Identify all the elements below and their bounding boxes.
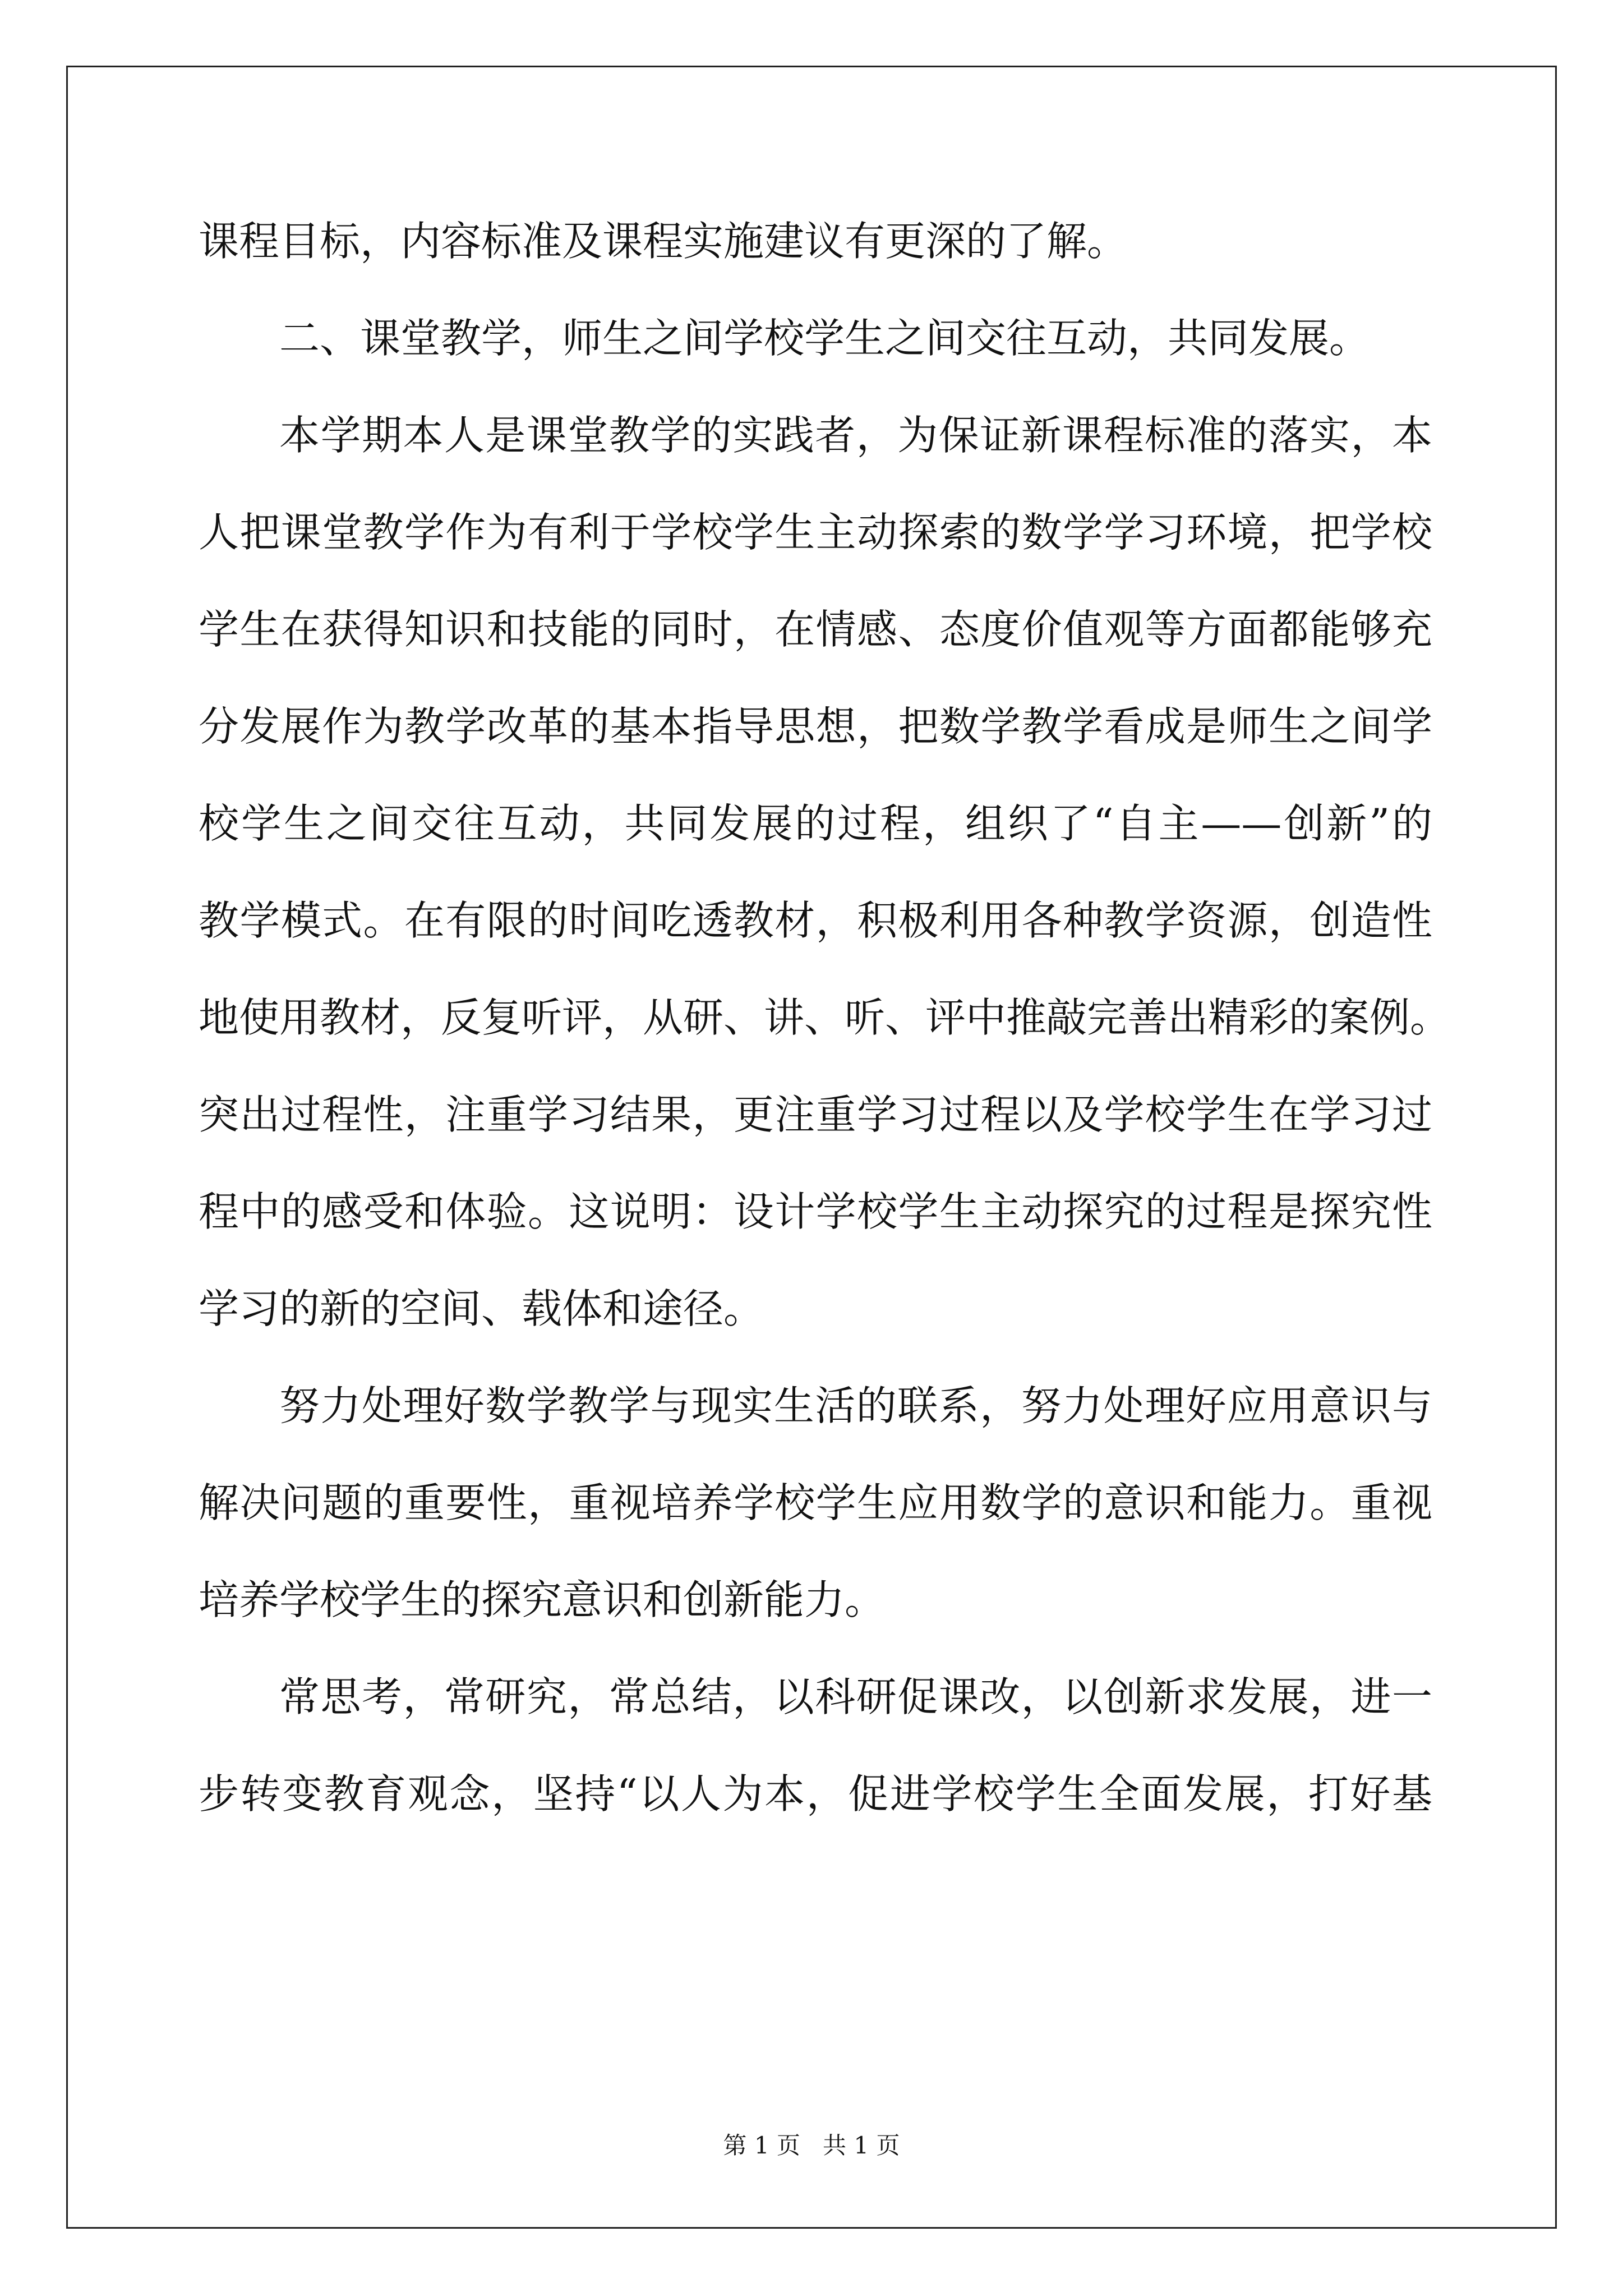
text-line: 步转变教育观念，坚持“以人为本，促进学校学生全面发展，打好基 [199, 1770, 1432, 1818]
text-line: 课程目标，内容标准及课程实施建议有更深的了解。 [199, 218, 1128, 265]
text-line: 突出过程性，注重学习结果，更注重学习过程以及学校学生在学习过 [199, 1091, 1432, 1138]
text-line: 程中的感受和体验。这说明：设计学校学生主动探究的过程是探究性 [199, 1188, 1432, 1235]
text-line: 二、课堂教学，师生之间学校学生之间交往互动，共同发展。 [279, 315, 1370, 362]
text-line: 努力处理好数学教学与现实生活的联系，努力处理好应用意识与 [279, 1382, 1432, 1429]
text-line: 教学模式。在有限的时间吃透教材，积极利用各种教学资源，创造性 [199, 897, 1432, 944]
text-line: 培养学校学生的探究意识和创新能力。 [199, 1576, 886, 1623]
paragraph [199, 407, 1451, 1378]
text-line: 解决问题的重要性，重视培养学校学生应用数学的意识和能力。重视 [199, 1479, 1432, 1526]
page-footer: 第 1 页 共 1 页 [723, 2132, 900, 2159]
text-line: 学生在获得知识和技能的同时，在情感、态度价值观等方面都能够充 [199, 606, 1432, 653]
text-line: 分发展作为教学改革的基本指导思想，把数学教学看成是师生之间学 [199, 703, 1432, 750]
paragraph [199, 213, 1432, 310]
text-line: 学习的新的空间、载体和途径。 [199, 1285, 764, 1332]
text-line: 校学生之间交往互动，共同发展的过程，组织了“自主——创新”的 [199, 800, 1432, 847]
text-line: 人把课堂教学作为有利于学校学生主动探索的数学学习环境，把学校 [199, 509, 1432, 556]
text-line: 地使用教材，反复听评，从研、讲、听、评中推敲完善出精彩的案例。 [199, 994, 1451, 1041]
paragraph [199, 1378, 1432, 1669]
text-line: 本学期本人是课堂教学的实践者，为保证新课程标准的落实，本 [279, 412, 1432, 459]
document-body [199, 213, 1451, 1863]
text-line: 常思考，常研究，常总结，以科研促课改，以创新求发展，进一 [279, 1673, 1432, 1720]
paragraph [199, 1669, 1432, 1863]
paragraph [199, 310, 1432, 407]
